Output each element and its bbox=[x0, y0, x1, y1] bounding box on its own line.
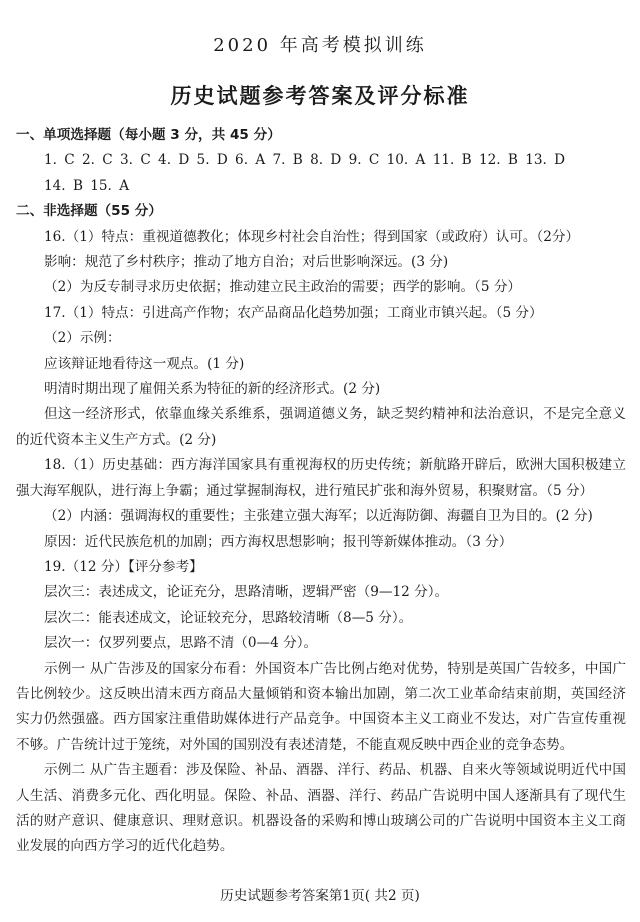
q18-part1: 18.（1）历史基础：西方海洋国家具有重视海权的历史传统；新航路开辟后，欧洲大国积极建立强大海军舰队，进行海上争霸；通过掌握制海权，进行殖民扩张和海外贸易，积聚财富。（5 分） bbox=[16, 457, 626, 499]
q19-heading: 19.（12 分）【评分参考】 bbox=[44, 558, 203, 575]
q19-level2: 层次二：能表述成文，论证较充分，思路较清晰（8—5 分）。 bbox=[44, 609, 413, 626]
choice-answers-line2: 14. B 15. A bbox=[44, 177, 130, 194]
q17-example-view: 应该辩证地看待这一观点。(1 分) bbox=[44, 355, 245, 372]
q17-example-analysis: 但这一经济形式，依靠血缘关系维系，强调道德义务，缺乏契约精神和法治意识，不是完全意义的近代资本主义生产方式。(2 分) bbox=[16, 406, 626, 448]
q16-part1: 16.（1）特点：重视道德教化；体现乡村社会自治性；得到国家（或政府）认可。（2分） bbox=[44, 228, 580, 245]
q17-part1: 17.（1）特点：引进高产作物；农产品商品化趋势加强；工商业市镇兴起。（5 分） bbox=[44, 304, 543, 321]
q18-reasons: 原因：近代民族危机的加剧；西方海权思想影响；报刊等新媒体推动。（3 分） bbox=[44, 533, 513, 550]
q17-part2-label: （2）示例： bbox=[44, 330, 121, 347]
answer-content bbox=[16, 123, 626, 860]
section2-heading: 二、非选择题（55 分） bbox=[16, 203, 162, 220]
q19-example1: 示例一 从广告涉及的国家分布看：外国资本广告比例占绝对优势，特别是英国广告较多，中国广告比例较少。这反映出清末西方商品大量倾销和资本输出加剧，第二次工业革命结束前期，英国经济实力仍然强盛。西方国家注重借助媒体进行产品竞争。中国资本主义工商业不发达，对广告宣传重视不够。广告统计过于笼统，对外国的国别没有表述清楚，不能直观反映中西企业的竞争态势。 bbox=[16, 660, 626, 753]
q16-influence: 影响：规范了乡村秩序；推动了地方自治；对后世影响深远。(3 分) bbox=[44, 254, 449, 271]
document-title: 历史试题参考答案及评分标准 bbox=[170, 84, 470, 108]
page-footer: 历史试题参考答案第1页( 共2 页) bbox=[220, 888, 420, 904]
q19-level3: 层次三：表述成文，论证充分，思路清晰，逻辑严密（9—12 分）。 bbox=[44, 584, 449, 601]
q19-level1: 层次一：仅罗列要点，思路不清（0—4 分）。 bbox=[44, 635, 318, 652]
q16-part2: （2）为反专制寻求历史依据；推动建立民主政治的需要；西学的影响。（5 分） bbox=[44, 279, 522, 296]
exam-title: 2020 年高考模拟训练 bbox=[213, 35, 427, 56]
q17-example-form: 明清时期出现了雇佣关系为特征的新的经济形式。(2 分) bbox=[44, 381, 381, 398]
q18-part2: （2）内涵：强调海权的重要性；主张建立强大海军；以近海防御、海疆自卫为目的。(2 分) bbox=[44, 508, 593, 525]
choice-answers-line1: 1. C 2. C 3. C 4. D 5. D 6. A 7. B 8. D 9. C 10. A 11. B 12. B 13. D bbox=[44, 152, 566, 169]
q19-example2: 示例二 从广告主题看：涉及保险、补品、酒器、洋行、药品、机器、自来火等领域说明近代中国人生活、消费多元化、西化明显。保险、补品、酒器、洋行、药品广告说明中国人逐渐具有了现代生活的财产意识、健康意识、理财意识。机器设备的采购和博山玻璃公司的广告说明中国资本主义工商业发展的向西方学习的近代化趋势。 bbox=[16, 762, 626, 855]
section1-heading: 一、单项选择题（每小题 3 分，共 45 分） bbox=[16, 127, 281, 143]
